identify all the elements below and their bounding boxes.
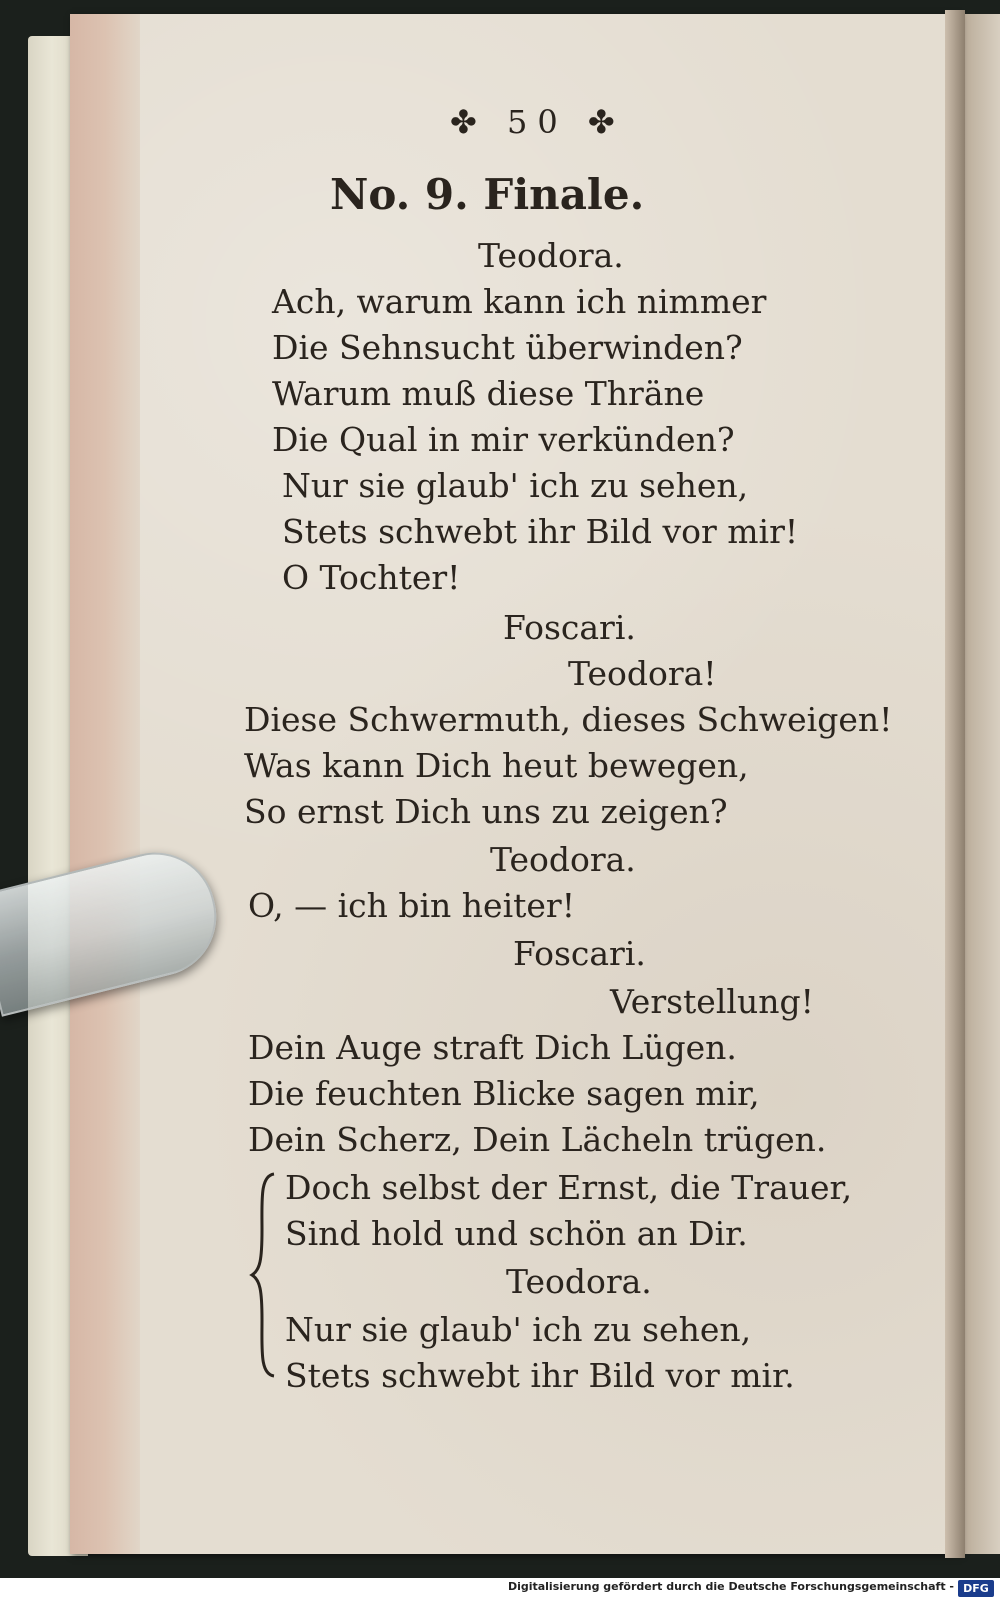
verse-line: Teodora! [568, 654, 717, 693]
verse-line: Sind hold und schön an Dir. [285, 1214, 748, 1253]
verse-line: Ach, warum kann ich nimmer [272, 282, 767, 321]
page-binding-edge [70, 14, 140, 1554]
speaker-teodora: Teodora. [478, 236, 624, 275]
verse-line: Stets schwebt ihr Bild vor mir. [285, 1356, 795, 1395]
verse-line: Doch selbst der Ernst, die Trauer, [285, 1168, 853, 1207]
verse-line: Verstellung! [610, 982, 814, 1021]
footer-credit: Digitalisierung gefördert durch die Deutsche Forschungsgemeinschaft - [507, 1580, 954, 1593]
next-page-edge [962, 14, 1000, 1554]
page-title: No. 9. Finale. [330, 170, 645, 219]
speaker-teodora: Teodora. [490, 840, 636, 879]
verse-line: Die Sehnsucht überwinden? [272, 328, 743, 367]
curly-brace [248, 1170, 278, 1380]
verse-line: Warum muß diese Thräne [272, 374, 705, 413]
verse-line: O, — ich bin heiter! [248, 886, 575, 925]
verse-line: Nur sie glaub' ich zu sehen, [285, 1310, 752, 1349]
page-right-shadow [945, 10, 965, 1558]
verse-line: Stets schwebt ihr Bild vor mir! [282, 512, 799, 551]
verse-line: Die feuchten Blicke sagen mir, [248, 1074, 760, 1113]
verse-line: Diese Schwermuth, dieses Schweigen! [244, 700, 893, 739]
speaker-teodora: Teodora. [506, 1262, 652, 1301]
page-number: ✤ 50 ✤ [450, 103, 625, 141]
speaker-foscari: Foscari. [503, 608, 636, 647]
dfg-logo: DFG [958, 1580, 994, 1597]
verse-line: Dein Scherz, Dein Lächeln trügen. [248, 1120, 827, 1159]
speaker-foscari: Foscari. [513, 934, 646, 973]
verse-line: Dein Auge straft Dich Lügen. [248, 1028, 737, 1067]
verse-line: Die Qual in mir verkünden? [272, 420, 735, 459]
verse-line: Was kann Dich heut bewegen, [244, 746, 749, 785]
verse-line: Nur sie glaub' ich zu sehen, [282, 466, 749, 505]
verse-line: O Tochter! [282, 558, 461, 597]
verse-line: So ernst Dich uns zu zeigen? [244, 792, 728, 831]
